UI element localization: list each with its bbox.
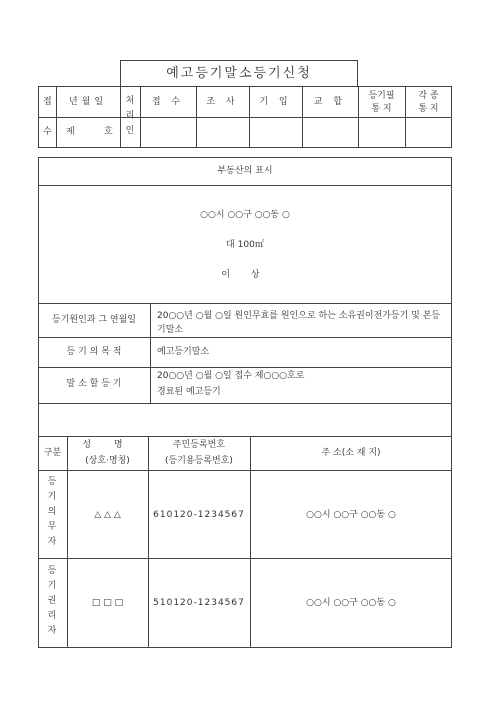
number-label-ho: 호 [104, 127, 113, 137]
form-label-divider [150, 303, 151, 403]
col-reception: 접 수 [151, 97, 185, 107]
property-section-bottom [38, 303, 452, 304]
party-row-1-id: 610120-1234567 [153, 510, 245, 520]
property-lot: 대 100㎡ [226, 240, 264, 250]
col-entry: 기 입 [259, 97, 292, 107]
property-end: 이 상 [221, 270, 269, 280]
parties-col-type: 구분 [43, 448, 62, 458]
erasure-label: 말 소 할 등 기 [66, 379, 122, 389]
erasure-row-bottom [38, 403, 452, 404]
col-divider-4 [196, 86, 197, 148]
parties-col-id-sub: (등기용등록번호) [165, 456, 233, 466]
parties-col-2 [148, 436, 149, 648]
property-address: ○○시 ○○구 ○○동 ○ [200, 210, 290, 220]
cause-row-bottom [38, 337, 452, 338]
party-row-1-name: △ △ △ [94, 510, 121, 520]
form-title: 예고등기말소등기신청 [166, 66, 312, 81]
parties-col-name-sub: (상호·명칭) [85, 456, 130, 466]
col-divider-6 [302, 86, 303, 148]
date-label: 년월일 [68, 97, 108, 107]
property-label-divider [38, 185, 452, 186]
col-notice-various: 각 종 통 지 [418, 91, 439, 114]
parties-col-3 [250, 436, 251, 648]
col-notice-registration: 등기필 통 지 [368, 91, 395, 114]
col-investigation: 조 사 [206, 97, 239, 107]
party-row-2-type: 등기권리자 [47, 566, 57, 636]
purpose-row-bottom [38, 367, 452, 368]
col-divider-5 [249, 86, 250, 148]
party-row-2-address: ○○시 ○○구 ○○동 ○ [306, 598, 396, 608]
number-label-je: 제 [66, 127, 75, 137]
party-row-1-type: 등기의무자 [47, 477, 57, 547]
reception-label-bottom: 수 [43, 127, 52, 137]
purpose-label: 등 기 의 목 적 [66, 347, 122, 357]
col-divider-2 [120, 86, 121, 148]
property-section-label: 부동산의 표시 [217, 166, 273, 176]
reception-label-top: 접 [43, 97, 52, 107]
parties-header-bottom [38, 470, 452, 471]
purpose-value: 예고등기말소 [157, 347, 210, 357]
party-row-2-id: 510120-1234567 [153, 598, 245, 608]
party-row-2-name: □ □ □ [91, 598, 124, 608]
party-row-1-address: ○○시 ○○구 ○○동 ○ [306, 510, 396, 520]
erasure-value-2: 경료된 예고등기 [157, 387, 221, 397]
reception-row-divider [38, 117, 452, 118]
parties-col-address: 주 소(소 재 지) [321, 448, 381, 458]
party-row-1-bottom [38, 558, 452, 559]
cause-label: 등기원인과 그 연월일 [52, 315, 136, 325]
cause-value: 20○○년 ○월 ○일 원인무효를 원인으로 하는 소유권이전가등기 및 본등기말소 [157, 311, 441, 335]
blank-row-bottom [38, 436, 452, 437]
col-collation: 교 합 [313, 97, 347, 107]
parties-col-name: 성 명 [82, 440, 133, 450]
erasure-value-1: 20○○년 ○월 ○일 접수 제○○○호로 [157, 371, 305, 381]
parties-col-id: 주민등록번호 [172, 440, 226, 450]
col-divider-3 [140, 86, 141, 148]
parties-col-1 [67, 436, 68, 648]
process-label: 처리인 [125, 96, 135, 136]
col-divider-1 [56, 86, 57, 148]
